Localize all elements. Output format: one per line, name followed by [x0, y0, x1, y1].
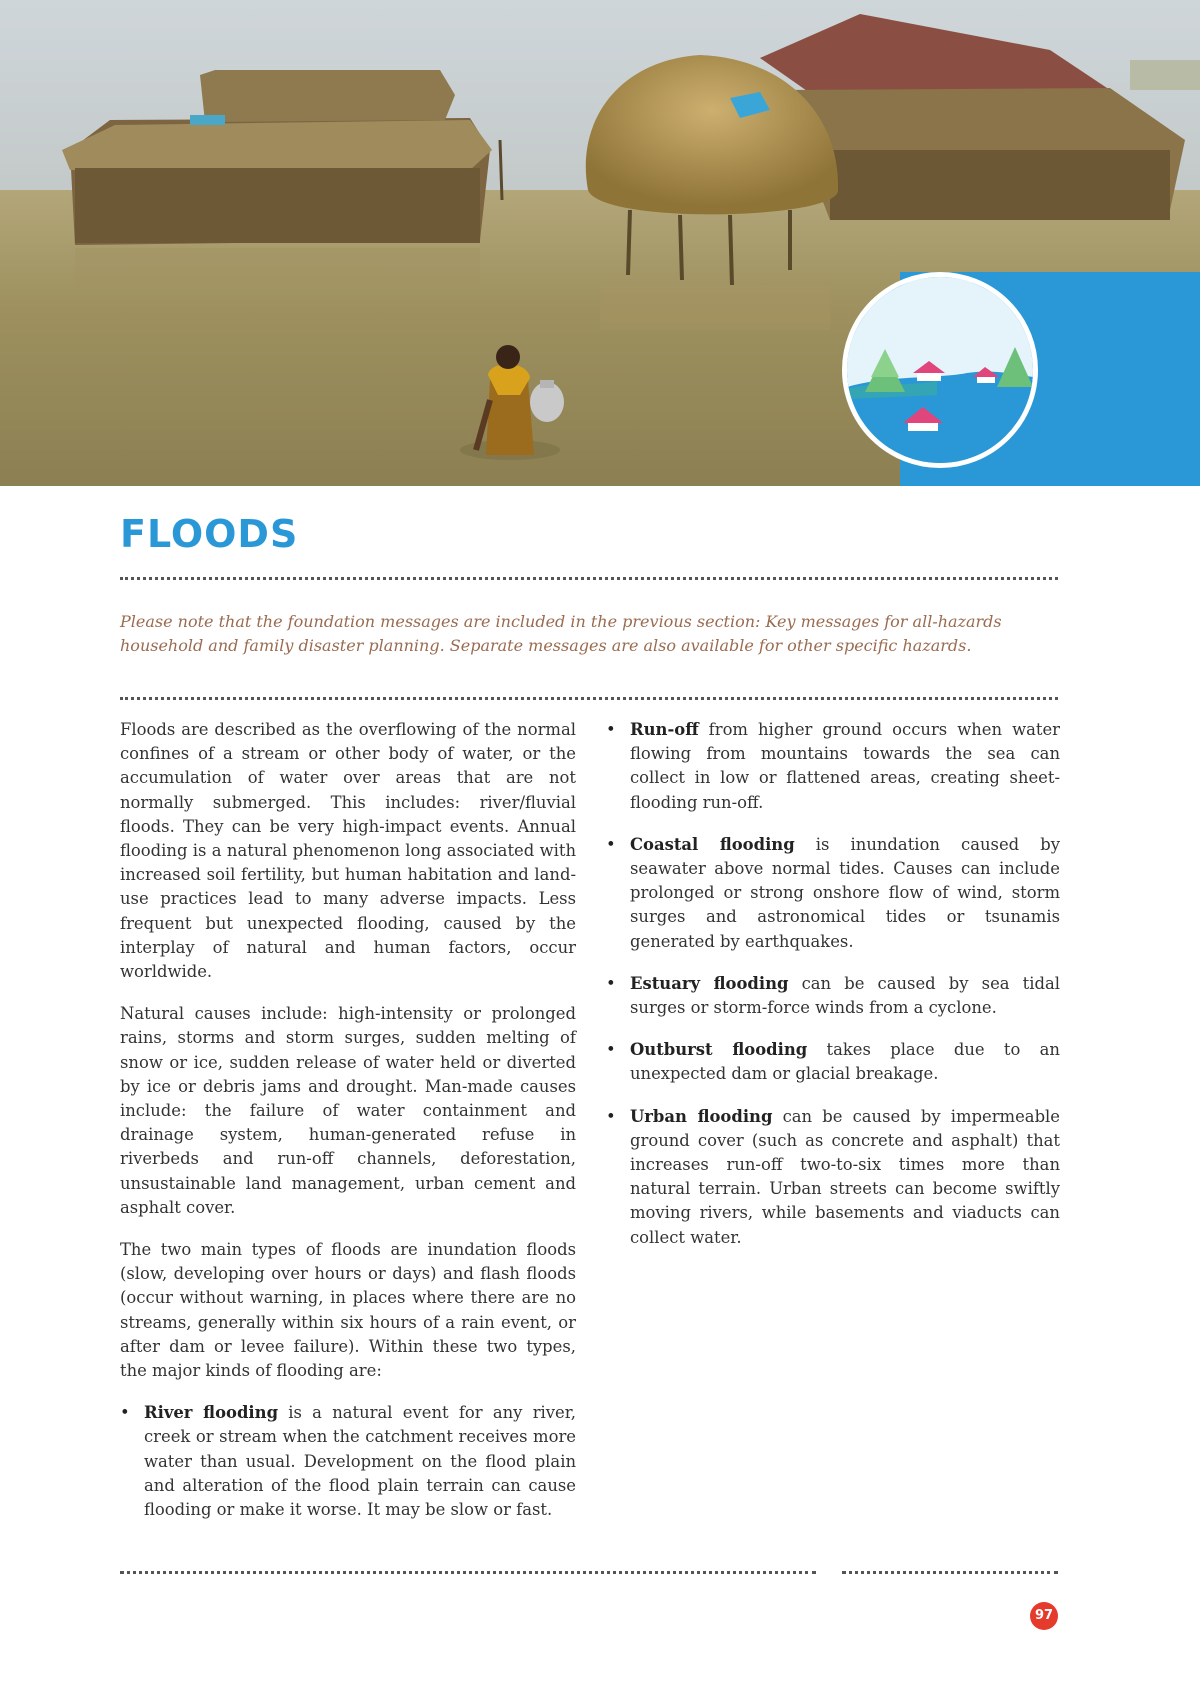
bullet-term: Urban flooding [630, 1106, 773, 1126]
page-number: 97 [1030, 1602, 1058, 1630]
bullet-text: can be caused by impermeable ground cover (such as concrete and asphalt) that increases run-off two-to-six times more than natural terrain. Urban streets can become swiftly moving rivers, while basements and viaducts can collect water. [630, 1106, 1060, 1247]
note-divider [120, 697, 1058, 700]
bullet-text: can be caused by sea tidal surges or storm-force winds from a cyclone. [630, 973, 1061, 1018]
left-column [120, 718, 576, 1540]
paragraph-definition: Floods are described as the overflowing of the normal confines of a stream or other body of water, or the accumulation of water over areas that are not normally submerged. This includes: river/fluvial floods. They can be very high-impact events. Annual flooding is a natural phenomenon long associated with increased soil fertility, but human habitation and land-use practices lead to many adverse impacts. Less frequent but unexpected flooding, caused by the interplay of natural and human factors, occur worldwide. [120, 720, 576, 982]
bullet-urban-flooding [606, 1105, 1060, 1250]
bullet-coastal-flooding [606, 833, 1060, 954]
paragraph-causes: Natural causes include: high-intensity or prolonged rains, storms and storm surges, sudden melting of snow or ice, sudden release of water held or diverted by ice or debris jams and drought. Man-made causes include: the failure of water containment and drainage system, human-generated refuse in riverbeds and run-off channels, deforestation, unsustainable land management, urban cement and asphalt cover. [120, 1004, 576, 1217]
bullet-estuary-flooding [606, 972, 1060, 1020]
paragraph-types: The two main types of floods are inundation floods (slow, developing over hours or days) and flash floods (occur without warning, in places where there are no streams, generally within six hours of a rain event, or after dam or levee failure). Within these two types, the major kinds of flooding are: [120, 1240, 576, 1381]
bullet-text: from higher ground occurs when water flowing from mountains towards the sea can collect in low or flattened areas, creating sheet-flooding run-off. [630, 720, 1060, 812]
bullet-outburst-flooding [606, 1038, 1060, 1086]
bullet-text: is a natural event for any river, creek or stream when the catchment receives more water than usual. Development on the flood plain and alteration of the flood plain terrain can cause flooding or make it worse. It may be slow or fast. [144, 1403, 576, 1520]
page-title: FLOODS [120, 512, 299, 556]
bullet-term: Outburst flooding [630, 1040, 808, 1060]
flood-types-list-continued [606, 718, 1060, 1250]
flood-types-list [120, 1401, 576, 1522]
bullet-text: is inundation caused by seawater above normal tides. Causes can include prolonged or strong onshore flow of wind, storm surges and astronomical tides or tsunamis generated by earthquakes. [630, 834, 1060, 951]
bullet-term: Estuary flooding [630, 973, 789, 993]
bullet-run-off [606, 718, 1060, 815]
footer-divider-left [120, 1571, 816, 1574]
right-column [606, 718, 1060, 1268]
flood-houses-icon [842, 272, 1038, 468]
bullet-term: Run-off [630, 720, 699, 739]
foundation-note: Please note that the foundation messages are included in the previous section: Key messages for all-hazards household and family disaster planning. Separate messages are also available for other specific hazards. [120, 612, 1002, 655]
bullet-river-flooding [120, 1401, 576, 1522]
bullet-term: River flooding [144, 1403, 279, 1423]
hero-photo [0, 0, 1200, 486]
top-divider [120, 577, 1058, 580]
bullet-term: Coastal flooding [630, 834, 795, 854]
footer-divider-right [842, 1571, 1058, 1574]
bullet-text: takes place due to an unexpected dam or glacial breakage. [630, 1040, 1060, 1084]
